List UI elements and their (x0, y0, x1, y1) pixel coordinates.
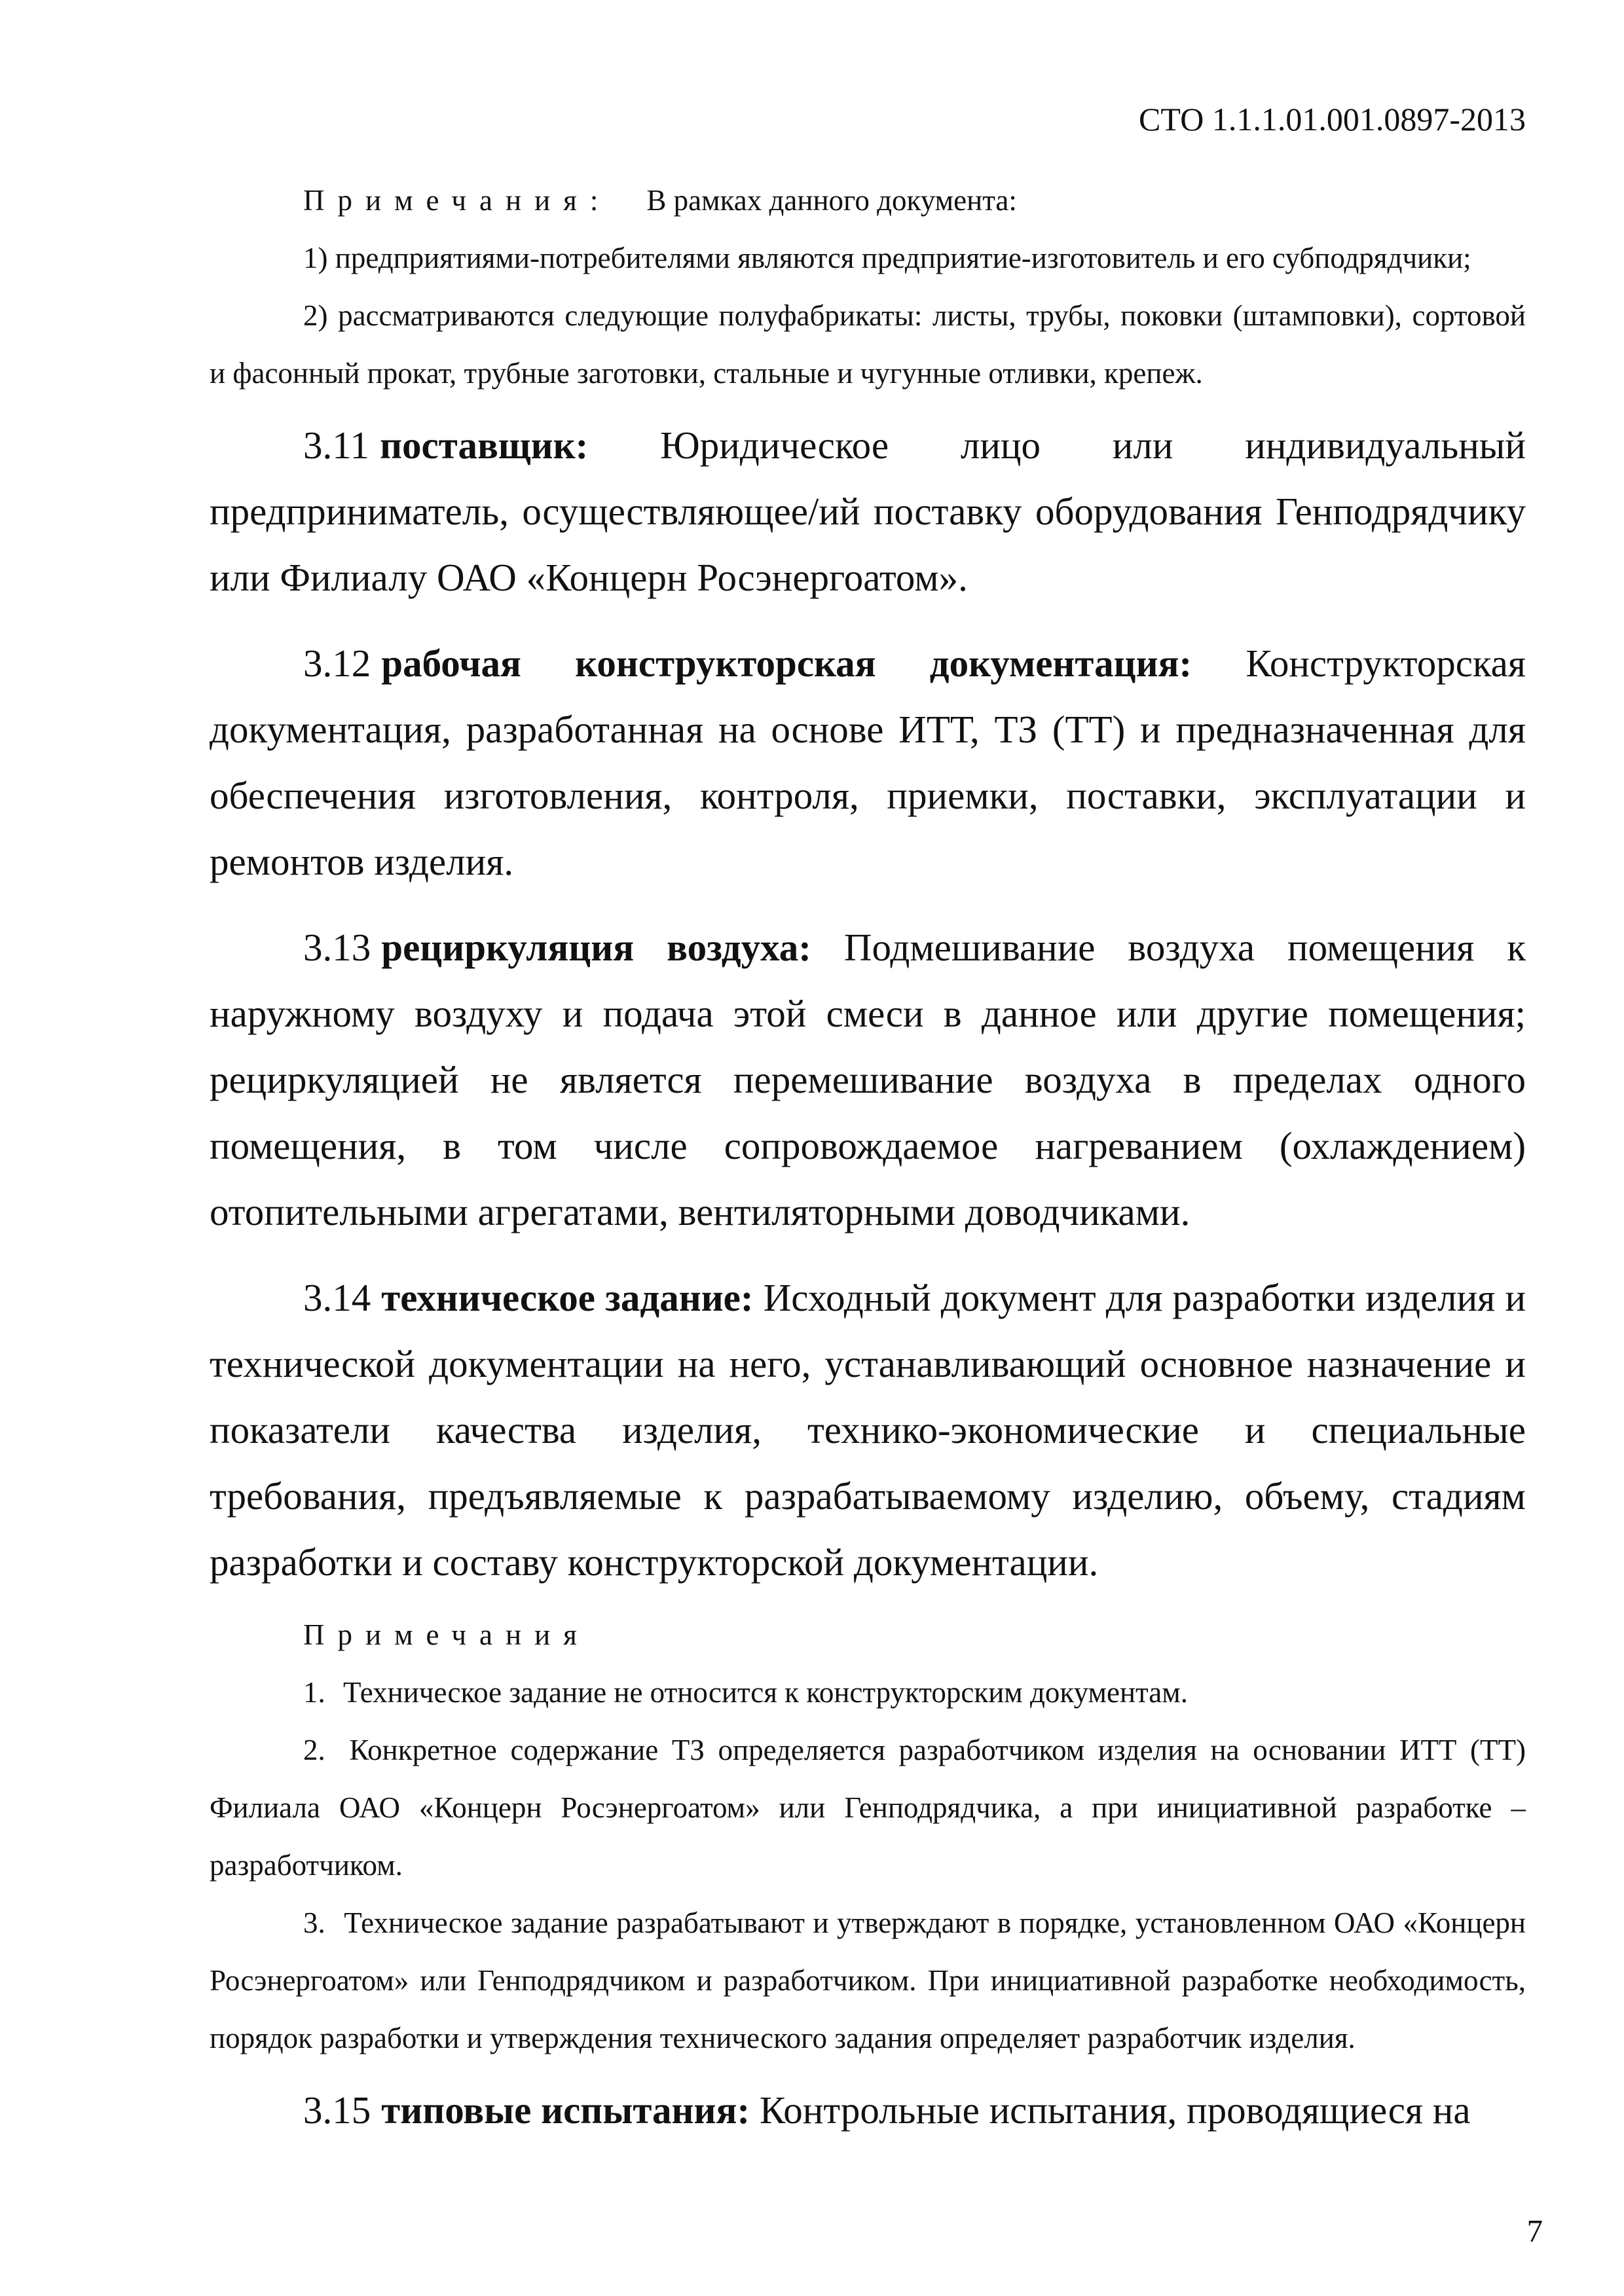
definition-number: 3.13 (303, 926, 371, 969)
definition-3-13 (210, 915, 1526, 1245)
definition-3-14 (210, 1265, 1526, 1595)
definition-term: рециркуляция воздуха: (381, 926, 811, 969)
page-number: 7 (1526, 2213, 1543, 2249)
definition-text: Контрольные испытания, проводящиеся на (759, 2088, 1471, 2132)
note-number: 2. (303, 1734, 325, 1766)
definition-3-15 (210, 2077, 1526, 2143)
definition-term: техническое задание: (381, 1276, 754, 1319)
definition-term: поставщик: (380, 424, 589, 467)
document-body (210, 172, 1526, 2143)
note-item: 1) предприятиями-потребителями являются предприятие-изготовитель и его субподрядчики; (303, 242, 1471, 274)
definition-text: Исходный документ для разработки изделия и технической документации на него, устанавливающий основное назначение и показатели качества изделия, технико-экономические и специальные требования, предъявляемые к разрабатываемому изделию, объему, стадиям разработки и составу конструкторской документации. (210, 1276, 1526, 1584)
note-item (210, 1721, 1526, 1894)
definition-number: 3.11 (303, 424, 370, 467)
notes-intro-text: В рамках данного документа: (646, 184, 1017, 217)
definition-number: 3.14 (303, 1276, 371, 1319)
notes-heading: Примечания (303, 1618, 590, 1651)
notes-intro (210, 172, 1526, 229)
definition-text: Юридическое лицо или индивидуальный предприниматель, осуществляющее/ий поставку оборудования Генподрядчику или Филиалу ОАО «Концерн Росэнергоатом». (210, 424, 1526, 599)
document-code: СТО 1.1.1.01.001.0897-2013 (1139, 101, 1526, 137)
note-number: 3. (303, 1906, 325, 1939)
note-text: Техническое задание не относится к конструкторским документам. (343, 1676, 1188, 1709)
definition-number: 3.15 (303, 2088, 371, 2132)
definition-text: Конструкторская документация, разработанная на основе ИТТ, ТЗ (ТТ) и предназначенная для обеспечения изготовления, контроля, приемки, поставки, эксплуатации и ремонтов изделия. (210, 642, 1526, 883)
definition-3-12 (210, 630, 1526, 895)
note-text: Конкретное содержание ТЗ определяется разработчиком изделия на основании ИТТ (ТТ) Филиала ОАО «Концерн Росэнергоатом» или Генподрядчика, а при инициативной разработке – разработчиком. (210, 1734, 1526, 1882)
definition-number: 3.12 (303, 642, 371, 685)
note-text: Техническое задание разрабатывают и утверждают в порядке, установленном ОАО «Концерн Росэнергоатом» или Генподрядчиком и разработчиком. При инициативной разработке необходимость, порядок разработки и утверждения технического задания определяет разработчик изделия. (210, 1906, 1526, 2054)
note-item (210, 1894, 1526, 2067)
definition-text: Подмешивание воздуха помещения к наружному воздуху и подача этой смеси в данное или другие помещения; рециркуляцией не является перемешивание воздуха в пределах одного помещения, в том числе сопровождаемое нагреванием (охлаждением) отопительными агрегатами, вентиляторными доводчиками. (210, 926, 1526, 1233)
note-item: 2) рассматриваются следующие полуфабрикаты: листы, трубы, поковки (штамповки), сортовой и фасонный прокат, трубные заготовки, стальные и чугунные отливки, крепеж. (210, 299, 1526, 390)
notes-label: Примечания: (303, 184, 612, 217)
definition-term: рабочая конструкторская документация: (381, 642, 1192, 685)
note-item (210, 1664, 1526, 1721)
definition-term: типовые испытания: (381, 2088, 750, 2132)
note-number: 1. (303, 1676, 325, 1709)
definition-3-11 (210, 412, 1526, 611)
